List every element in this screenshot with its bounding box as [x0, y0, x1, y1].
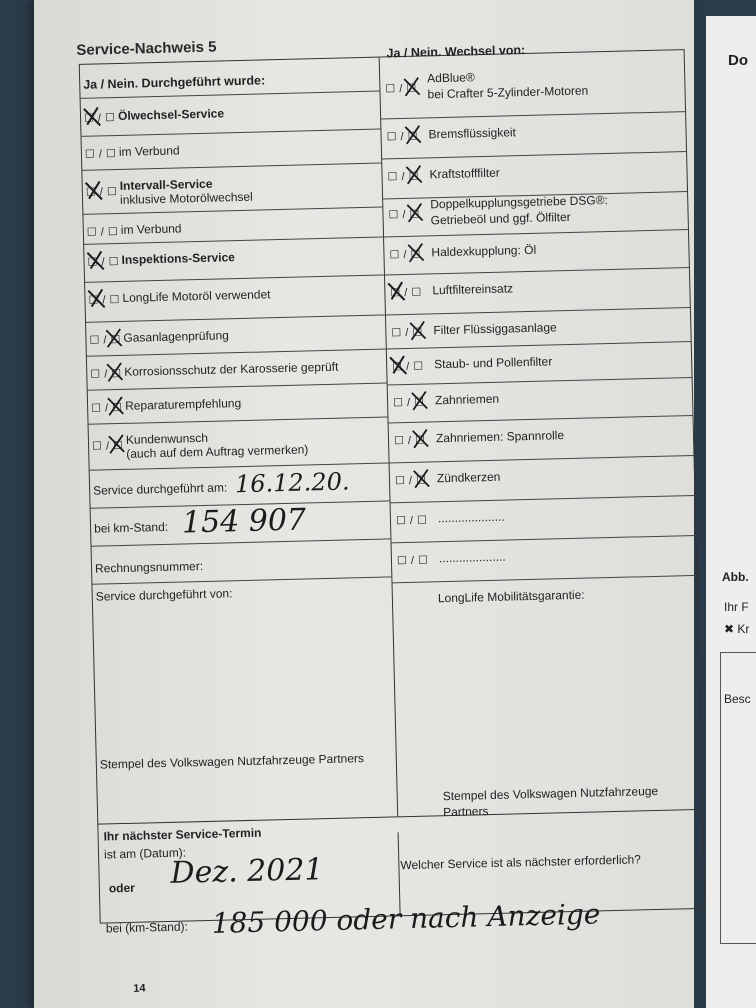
facing-page-heading: Do [728, 52, 748, 69]
right-item-label: Luftfiltereinsatz [432, 281, 514, 298]
right-item-label: .................... [438, 549, 506, 566]
crossed-mark-icon [404, 202, 422, 220]
left-item-label: LongLife Motoröl verwendet [122, 287, 271, 305]
next-service-question: Welcher Service ist als nächster erforderlich? [400, 852, 642, 873]
checked-mark-icon [86, 287, 104, 305]
right-item-label: .................... [437, 509, 505, 526]
next-service-header: Ihr nächster Service-Termin [103, 825, 262, 844]
facing-page-abb: Abb. [722, 570, 749, 584]
checkbox-pair[interactable]: ☐ / ☐ [393, 434, 426, 448]
left-item-label: Ölwechsel-Service [117, 106, 225, 123]
next-km-value: 185 000 oder nach Anzeige [211, 897, 601, 940]
facing-page-besc: Besc [724, 692, 751, 706]
right-item-label: Haldexkupplung: Öl [431, 242, 537, 260]
crossed-mark-icon [403, 164, 421, 182]
checkbox-pair[interactable]: ☐ / ☐ [386, 130, 419, 144]
facing-page-ihr: Ihr F [724, 600, 749, 614]
checkbox-pair[interactable]: ☐ / ☐ [88, 293, 121, 307]
checked-mark-icon [386, 280, 404, 298]
checkbox-pair[interactable]: ☐ / ☐ [84, 148, 117, 161]
left-item-sublabel: (auch auf dem Auftrag vermerken) [126, 442, 309, 461]
service-date-label: Service durchgeführt am: [92, 480, 228, 498]
right-item-label: Zahnriemen: Spannrolle [435, 428, 565, 446]
stamp-right-line-2: Partners [442, 804, 489, 820]
checkbox-pair[interactable]: ☐ / ☐ [83, 112, 116, 125]
checkbox-pair[interactable]: ☐ / ☐ [86, 225, 119, 239]
crossed-mark-icon [409, 389, 427, 407]
right-item-sublabel: Getriebeöl und ggf. Ölfilter [430, 209, 571, 228]
checkbox-pair[interactable]: ☐ / ☐ [391, 326, 423, 340]
checkbox-pair[interactable]: ☐ / ☐ [396, 554, 429, 568]
checked-mark-icon [82, 105, 100, 123]
km-label: bei km-Stand: [93, 519, 169, 536]
left-item-label: Inspektions-Service [121, 250, 236, 267]
next-km-label: bei (km-Stand): [105, 919, 189, 936]
invoice-label: Rechnungsnummer: [94, 559, 204, 576]
crossed-mark-icon [407, 320, 425, 338]
left-header: Ja / Nein. Durchgeführt wurde: [83, 73, 266, 92]
left-item-label: Kundenwunsch [125, 430, 209, 447]
checked-mark-icon [388, 354, 406, 372]
checkbox-pair[interactable]: ☐ / ☐ [85, 185, 118, 199]
right-item-sublabel: bei Crafter 5-Zylinder-Motoren [427, 83, 589, 102]
left-item-label: im Verbund [120, 221, 182, 237]
checkbox-pair[interactable]: ☐ / ☐ [387, 170, 420, 184]
left-item-label: Korrosionsschutz der Karosserie geprüft [124, 359, 339, 379]
checkbox-pair[interactable]: ☐ / ☐ [390, 286, 422, 300]
right-item-label: Bremsflüssigkeit [428, 125, 517, 142]
checked-mark-icon [84, 179, 102, 197]
checkbox-pair[interactable]: ☐ / ☐ [395, 514, 428, 528]
left-item-sublabel: inklusive Motorölwechsel [119, 189, 253, 207]
left-item-label: im Verbund [118, 143, 180, 159]
right-item-label: Filter Flüssiggasanlage [433, 320, 557, 338]
right-item-label: Doppelkupplungsgetriebe DSG®: [430, 193, 609, 212]
checkbox-pair[interactable]: ☐ / ☐ [392, 360, 424, 374]
checkbox-pair[interactable]: ☐ / ☐ [394, 474, 427, 488]
stamp-left: Stempel des Volkswagen Nutzfahrzeuge Partners [99, 751, 365, 772]
crossed-mark-icon [401, 76, 419, 94]
checkbox-pair[interactable]: ☐ / ☐ [91, 401, 123, 415]
crossed-mark-icon [106, 433, 124, 451]
crossed-mark-icon [410, 427, 428, 445]
right-item-label: Zahnriemen [434, 391, 500, 408]
checkbox-pair[interactable]: ☐ / ☐ [389, 248, 422, 262]
crossed-mark-icon [402, 124, 420, 142]
checkbox-pair[interactable]: ☐ / ☐ [388, 208, 421, 222]
or-label: oder [108, 880, 136, 896]
right-item-label: AdBlue® [427, 70, 475, 86]
mobility-label: LongLife Mobilitätsgarantie: [437, 587, 585, 606]
km-value: 154 907 [181, 502, 307, 541]
next-date-value: Dez. 2021 [170, 852, 324, 891]
facing-page-table [720, 652, 756, 944]
checkbox-pair[interactable]: ☐ / ☐ [89, 333, 122, 347]
checkbox-pair[interactable]: ☐ / ☐ [90, 367, 122, 381]
right-item-label: Zündkerzen [436, 469, 501, 486]
next-date-label: ist am (Datum): [103, 845, 187, 862]
form-title: Service-Nachweis 5 [76, 38, 217, 59]
right-header: Ja / Nein. Wechsel von: [386, 42, 526, 61]
crossed-mark-icon [405, 242, 423, 260]
checkbox-pair[interactable]: ☐ / ☐ [392, 396, 425, 410]
crossed-mark-icon [411, 467, 429, 485]
right-item-label: Kraftstofffilter [429, 165, 500, 182]
left-item-label: Reparaturempfehlung [124, 396, 242, 413]
facing-page-kr: ✖ Kr [724, 622, 750, 636]
left-item-label: Intervall-Service [119, 176, 213, 193]
facing-page [706, 16, 756, 1008]
checked-mark-icon [85, 249, 103, 267]
crossed-mark-icon [104, 361, 122, 379]
right-item-label: Staub- und Pollenfilter [434, 354, 553, 372]
crossed-mark-icon [105, 395, 123, 413]
stamp-right-line-1: Stempel des Volkswagen Nutzfahrzeuge [442, 783, 659, 804]
service-date-value: 16.12.20. [234, 467, 350, 499]
checkbox-pair[interactable]: ☐ / ☐ [385, 82, 417, 96]
crossed-mark-icon [103, 327, 121, 345]
page-number: 14 [133, 982, 146, 995]
performed-by-label: Service durchgeführt von: [95, 586, 233, 604]
checkbox-pair[interactable]: ☐ / ☐ [87, 255, 120, 269]
service-record-form [74, 19, 708, 995]
checkbox-pair[interactable]: ☐ / ☐ [91, 439, 124, 453]
left-item-label: Gasanlagenprüfung [123, 328, 230, 345]
